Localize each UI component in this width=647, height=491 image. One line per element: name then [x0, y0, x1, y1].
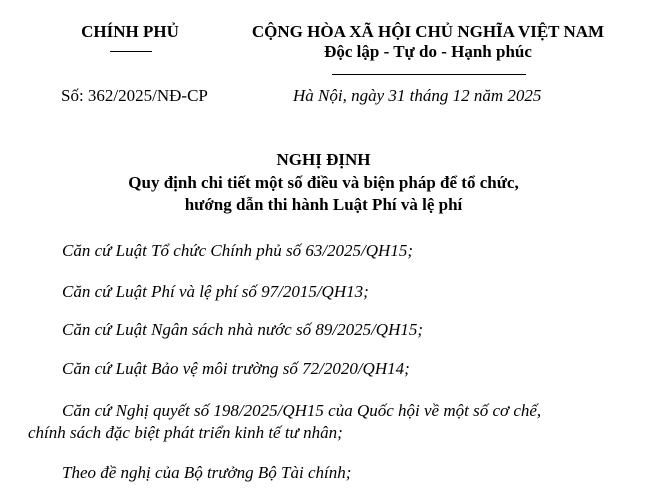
motto-underline [332, 74, 526, 75]
place-and-date: Hà Nội, ngày 31 tháng 12 năm 2025 [293, 86, 542, 105]
legal-basis-1: Căn cứ Luật Tổ chức Chính phủ số 63/2025/QH15; [62, 241, 413, 260]
legal-basis-2: Căn cứ Luật Phí và lệ phí số 97/2015/QH13; [62, 282, 369, 301]
agency-name: CHÍNH PHỦ [81, 22, 179, 41]
legal-basis-5-continued: chính sách đặc biệt phát triển kinh tế tư nhân; [28, 423, 343, 442]
national-motto: Độc lập - Tự do - Hạnh phúc [324, 42, 532, 61]
agency-underline [110, 51, 152, 52]
document-type: NGHỊ ĐỊNH [276, 150, 371, 169]
proposal-basis: Theo đề nghị của Bộ trưởng Bộ Tài chính; [62, 463, 352, 482]
country-name: CỘNG HÒA XÃ HỘI CHỦ NGHĨA VIỆT NAM [251, 22, 605, 41]
document-subject-line-1: Quy định chi tiết một số điều và biện pháp để tổ chức, [128, 173, 519, 192]
legal-basis-3: Căn cứ Luật Ngân sách nhà nước số 89/2025/QH15; [62, 320, 424, 339]
document-subject-line-2: hướng dẫn thi hành Luật Phí và lệ phí [184, 195, 463, 214]
document-number: Số: 362/2025/NĐ-CP [61, 86, 208, 105]
legal-basis-5: Căn cứ Nghị quyết số 198/2025/QH15 của Quốc hội về một số cơ chế, [62, 401, 542, 420]
legal-basis-4: Căn cứ Luật Bảo vệ môi trường số 72/2020/QH14; [62, 359, 410, 378]
